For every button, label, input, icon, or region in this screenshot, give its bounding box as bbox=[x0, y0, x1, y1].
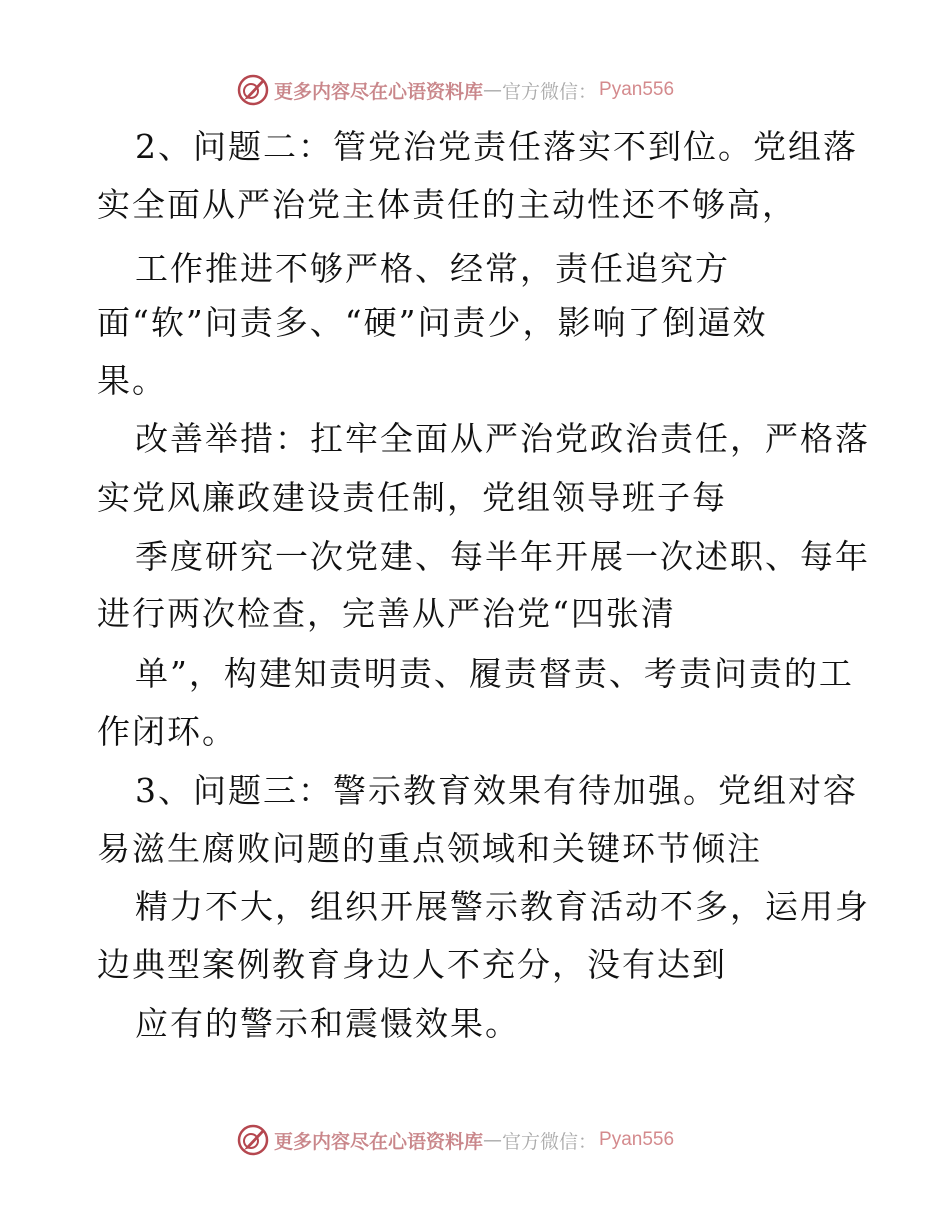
body-line: 实党风廉政建设责任制，党组领导班子每 bbox=[97, 478, 727, 517]
header-official-label: 官方微信： bbox=[502, 80, 598, 103]
body-line: 季度研究一次党建、每半年开展一次述职、每年 bbox=[135, 537, 870, 576]
header-dash: — bbox=[483, 79, 503, 101]
header-wechat-id: Pyan556 bbox=[599, 79, 675, 100]
header-banner bbox=[236, 72, 674, 108]
footer-wechat-id: Pyan556 bbox=[599, 1129, 675, 1150]
brand-logo-icon bbox=[236, 73, 270, 107]
body-line: 边典型案例教育身边人不充分，没有达到 bbox=[97, 945, 727, 984]
header-promo-text: 更多内容尽在心语资料库 bbox=[274, 80, 484, 103]
body-line: 实全面从严治党主体责任的主动性还不够高， bbox=[97, 185, 797, 224]
body-line: 工作推进不够严格、经常，责任追究方 bbox=[135, 249, 730, 288]
body-line: 3、问题三：警示教育效果有待加强。党组对容 bbox=[135, 771, 858, 810]
body-line: 易滋生腐败问题的重点领域和关键环节倾注 bbox=[97, 829, 762, 868]
body-line: 面“软”问责多、“硬”问责少，影响了倒逼效 bbox=[97, 303, 768, 342]
brand-logo-icon bbox=[236, 1123, 270, 1157]
body-line: 改善举措：扛牢全面从严治党政治责任，严格落 bbox=[135, 419, 870, 458]
body-line: 2、问题二：管党治党责任落实不到位。党组落 bbox=[135, 127, 858, 166]
footer-official-label: 官方微信： bbox=[502, 1130, 598, 1153]
footer-promo-text: 更多内容尽在心语资料库 bbox=[274, 1130, 484, 1153]
body-line: 果。 bbox=[97, 361, 167, 400]
body-line: 作闭环。 bbox=[97, 712, 237, 751]
footer-dash: — bbox=[483, 1129, 503, 1151]
body-line: 进行两次检查，完善从严治党“四张清 bbox=[97, 594, 676, 633]
body-line: 精力不大，组织开展警示教育活动不多，运用身 bbox=[135, 887, 870, 926]
body-line: 单”，构建知责明责、履责督责、考责问责的工 bbox=[135, 654, 854, 693]
body-line: 应有的警示和震慑效果。 bbox=[135, 1004, 520, 1043]
footer-banner bbox=[236, 1122, 674, 1158]
